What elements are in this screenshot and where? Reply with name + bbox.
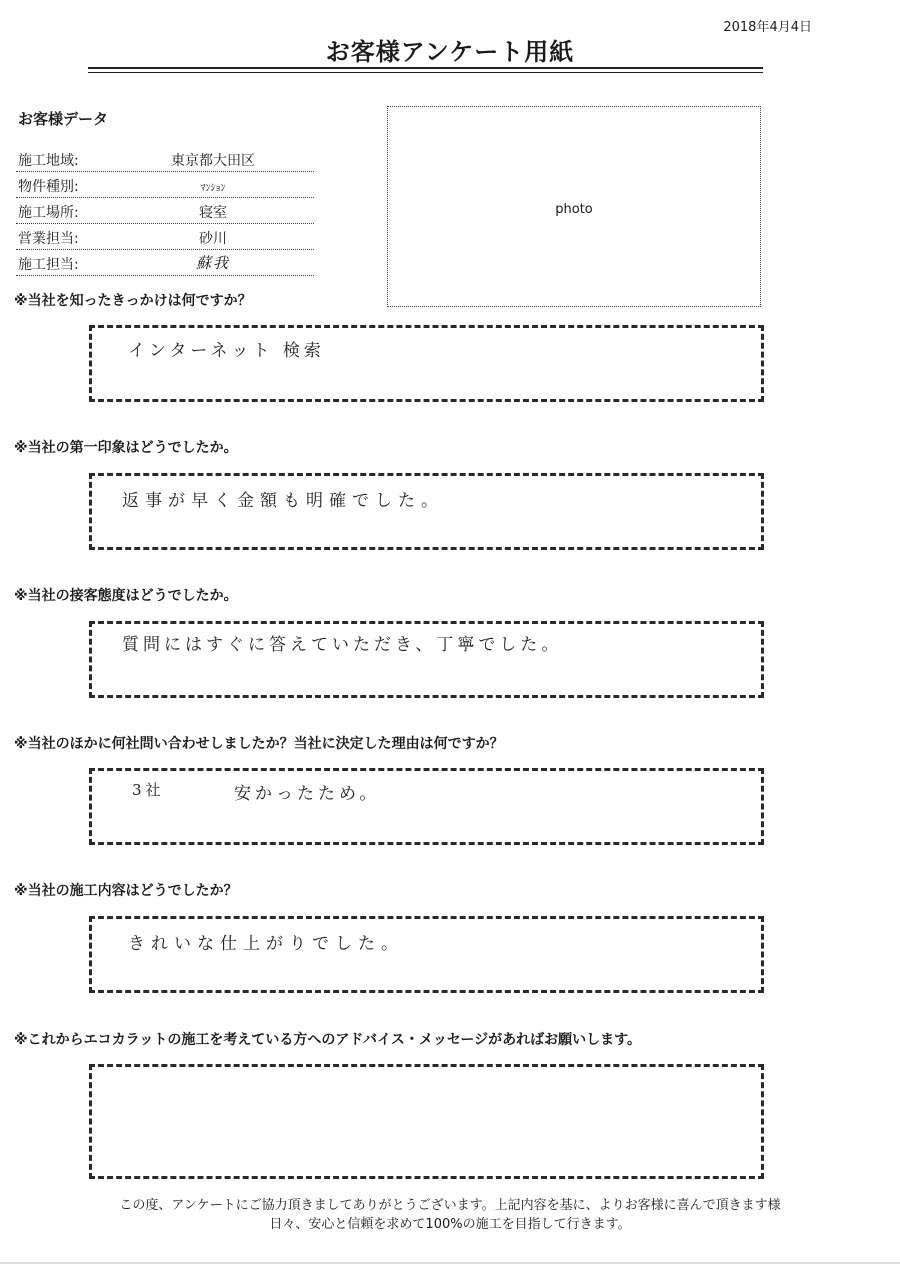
row-label: 施工場所:	[18, 205, 79, 221]
customer-row-property-type	[16, 172, 314, 198]
row-label: 物件種別:	[18, 179, 79, 195]
customer-data-heading: お客様データ	[18, 110, 109, 128]
answer-box-5	[89, 916, 764, 993]
row-label: 施工地域:	[18, 153, 79, 169]
question-3: ※当社の接客態度はどうでしたか。	[14, 588, 238, 604]
row-value: 東京都大田区	[171, 153, 255, 169]
footer-message	[0, 1196, 900, 1234]
answer-text-4: 安かったため。	[234, 784, 381, 804]
footer-line-1: この度、アンケートにご協力頂きましてありがとうございます。上記内容を基に、よりお客様に喜んで頂きます様	[119, 1198, 781, 1213]
page-title: お客様アンケート用紙	[325, 38, 575, 66]
photo-label: photo	[555, 202, 593, 217]
answer-box-2	[89, 473, 764, 550]
answer-count-4: 3社	[132, 781, 165, 799]
answer-box-3	[89, 621, 764, 698]
answer-text-1: インターネット 検索	[128, 341, 325, 361]
row-value: ﾏﾝｼｮﾝ	[200, 183, 226, 194]
question-4: ※当社のほかに何社問い合わせしましたか？当社に決定した理由は何ですか？	[14, 736, 504, 752]
question-6: ※これからエコカラットの施工を考えている方へのアドバイス・メッセージがあればお願いします。	[14, 1032, 641, 1048]
answer-box-1	[89, 325, 764, 402]
footer-line-2: 日々、安心と信頼を求めて100%の施工を目指して行きます。	[269, 1217, 631, 1232]
answer-text-3: 質問にはすぐに答えていただき、丁寧でした。	[122, 635, 563, 655]
row-value: 寝室	[199, 205, 227, 221]
title-underline-thin	[88, 72, 763, 73]
question-5: ※当社の施工内容はどうでしたか？	[14, 883, 238, 899]
photo-placeholder	[387, 106, 761, 307]
answer-text-5: きれいな仕上がりでした。	[128, 934, 404, 954]
question-2: ※当社の第一印象はどうでしたか。	[14, 440, 238, 456]
question-1: ※当社を知ったきっかけは何ですか？	[14, 293, 252, 309]
installer-signature: 蘇我	[195, 254, 230, 272]
answer-text-2: 返事が早く金額も明確でした。	[122, 491, 444, 511]
customer-row-area	[16, 146, 314, 172]
customer-data-table	[16, 146, 314, 276]
page-bottom-edge	[0, 1262, 900, 1264]
survey-date: 2018年4月4日	[723, 20, 812, 35]
customer-row-sales-rep	[16, 224, 314, 250]
customer-row-location	[16, 198, 314, 224]
answer-box-4	[89, 768, 764, 845]
row-value: 砂川	[199, 231, 227, 247]
row-label: 施工担当:	[18, 257, 79, 273]
customer-row-installer	[16, 250, 314, 276]
answer-box-6	[89, 1064, 764, 1179]
title-underline	[88, 67, 763, 69]
row-label: 営業担当:	[18, 231, 79, 247]
